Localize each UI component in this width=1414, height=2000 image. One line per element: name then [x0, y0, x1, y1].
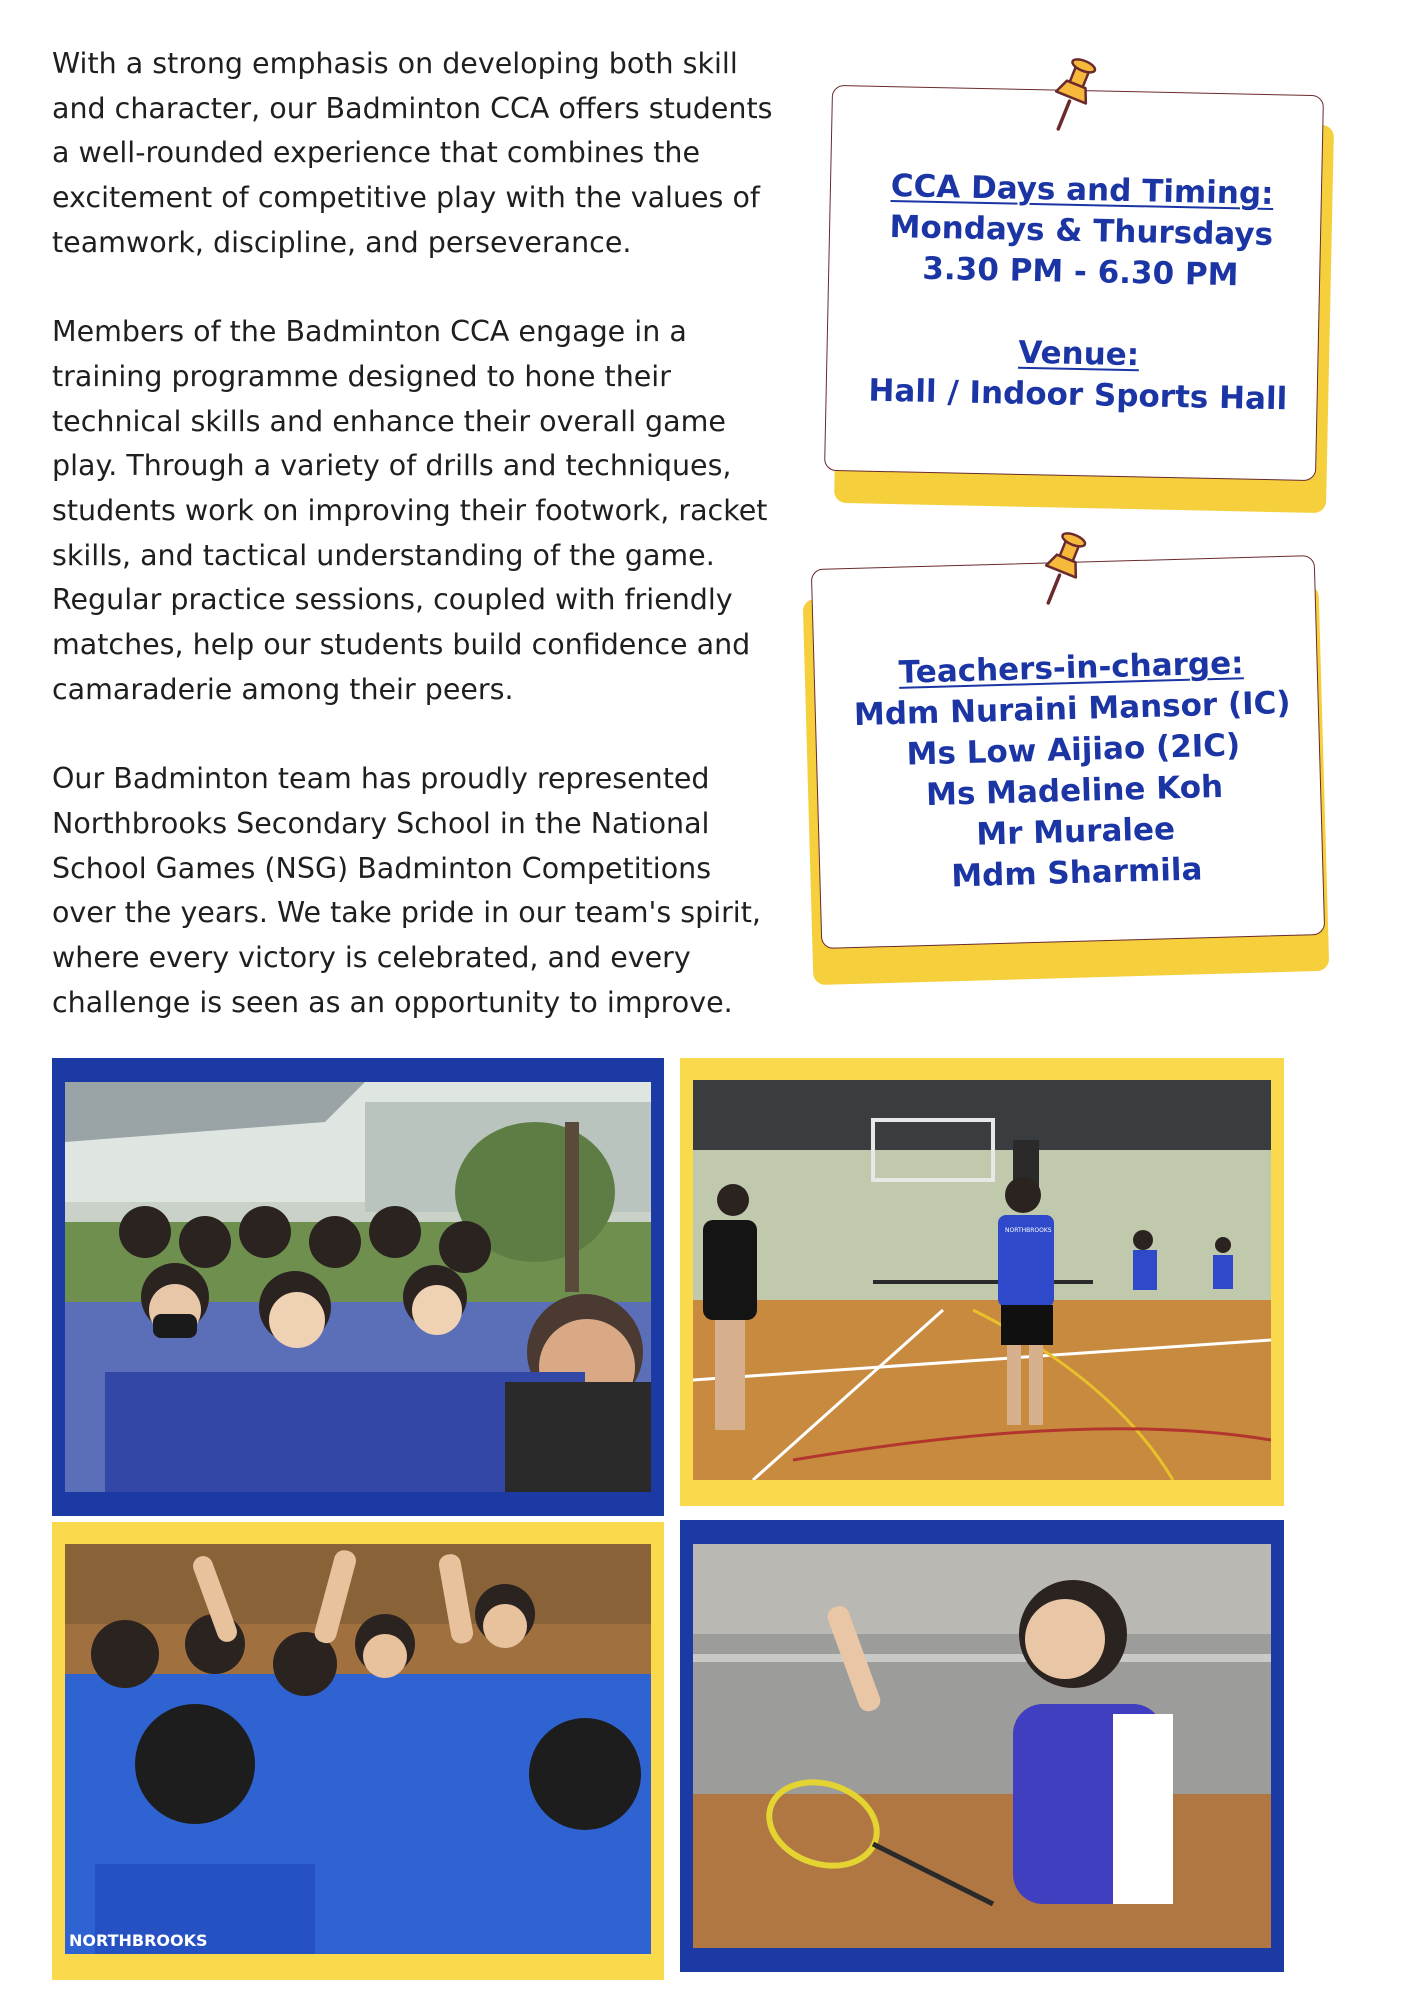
schedule-card — [820, 90, 1340, 510]
cca-days-heading: CCA Days and Timing: — [890, 168, 1274, 213]
teachers-heading: Teachers-in-charge: — [898, 645, 1244, 691]
team-cheer-illustration — [65, 1544, 651, 1954]
intro-paragraph-2: Members of the Badminton CCA engage in a training programme designed to hone their technical skills and enhance their overall game play. Through a variety of drills and techniques, students work on improving their footwork, racket skills, and tactical understanding of the game. Regular practice sessions, coupled with friendly matches, help our students build confidence and camaraderie among their peers. — [52, 315, 768, 706]
jersey-text: NORTHBROOKS — [69, 1931, 208, 1950]
teachers-card-content — [807, 641, 1342, 902]
cca-days: Mondays & Thursdays — [889, 209, 1274, 254]
teacher-2: Ms Low Aijiao (2IC) — [906, 727, 1241, 773]
intro-paragraph-3: Our Badminton team has proudly represented Northbrooks Secondary School in the National School Games (NSG) Badminton Competitions over the years. We take pride in our team's spirit, where every victory is celebrated, and every challenge is seen as an opportunity to improve. — [52, 762, 761, 1019]
cca-time: 3.30 PM - 6.30 PM — [922, 250, 1239, 294]
training-hall-illustration — [693, 1080, 1271, 1480]
player-illustration — [693, 1544, 1271, 1948]
photo-player — [693, 1544, 1271, 1948]
pushpin-icon — [1040, 54, 1108, 136]
teacher-1: Mdm Nuraini Mansor (IC) — [853, 684, 1292, 734]
schedule-card-content — [817, 165, 1342, 422]
intro-paragraph-1: With a strong emphasis on developing both skill and character, our Badminton CCA offers students a well-rounded experience that combines the excitement of competitive play with the values of teamwork, discipline, and perseverance. — [52, 47, 773, 259]
photo-training-hall — [693, 1080, 1271, 1480]
teacher-3: Ms Madeline Koh — [925, 768, 1224, 814]
photo-team-cheer — [65, 1544, 651, 1954]
teacher-4: Mr Muralee — [975, 811, 1176, 853]
pushpin-icon — [1030, 528, 1098, 610]
photo-group-selfie — [65, 1082, 651, 1492]
jersey-text: NORTHBROOKS — [1005, 1227, 1052, 1234]
jersey-text: NO — [1133, 1734, 1160, 1753]
teachers-card — [798, 556, 1338, 986]
intro-text — [52, 42, 782, 1070]
venue-heading: Venue: — [1017, 334, 1140, 374]
teacher-5: Mdm Sharmila — [950, 851, 1203, 895]
group-selfie-illustration — [65, 1082, 651, 1492]
venue: Hall / Indoor Sports Hall — [868, 372, 1288, 418]
